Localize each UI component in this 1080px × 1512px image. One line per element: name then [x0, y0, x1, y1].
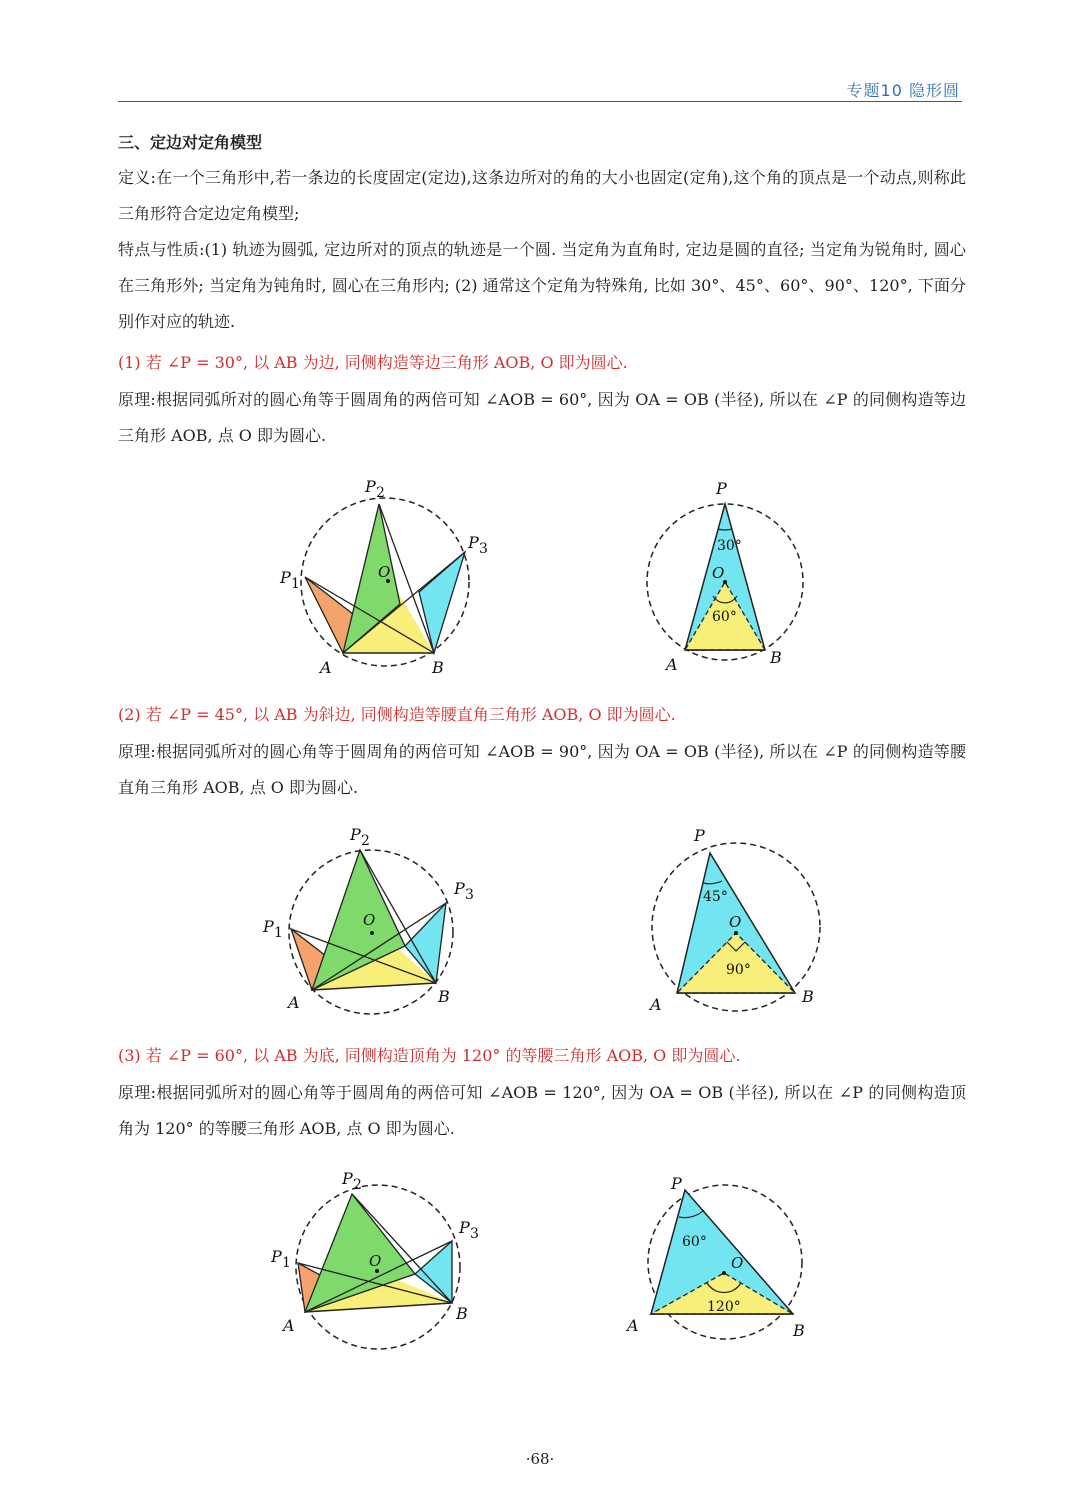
case-1-title: (1) 若 ∠P = 30°, 以 AB 为边, 同侧构造等边三角形 AOB, O 即为圆心.: [118, 353, 628, 372]
angle-o-label: 90°: [726, 962, 751, 978]
label-p3: P: [459, 1218, 470, 1237]
label-o: O: [731, 1254, 744, 1272]
label-p3-sub: 3: [479, 541, 488, 557]
figure-2-left: [255, 820, 485, 1020]
case-2-title: (2) 若 ∠P = 45°, 以 AB 为斜边, 同侧构造等腰直角三角形 AOB, O 即为圆心.: [118, 705, 676, 724]
label-p2: P: [365, 477, 376, 496]
label-p3-sub: 3: [465, 887, 474, 903]
label-o: O: [369, 1252, 382, 1270]
label-o: O: [363, 911, 376, 929]
angle-p-label: 60°: [682, 1234, 707, 1250]
case-3-title: (3) 若 ∠P = 60°, 以 AB 为底, 同侧构造顶角为 120° 的等腰三角形 AOB, O 即为圆心.: [118, 1046, 741, 1065]
label-b: B: [770, 648, 782, 667]
case-2-principle: 原理:根据同弧所对的圆心角等于圆周角的两倍可知 ∠AOB = 90°, 因为 OA = OB (半径), 所以在 ∠P 的同侧构造等腰直角三角形 AOB, 点 O 即为圆心.: [118, 742, 966, 797]
label-p: P: [671, 1174, 682, 1193]
figure-2-right: [630, 820, 830, 1020]
label-b: B: [456, 1304, 468, 1323]
label-o: O: [712, 564, 725, 582]
label-p1-sub: 1: [282, 1255, 291, 1271]
page-number: ·68·: [525, 1450, 555, 1468]
label-b: B: [793, 1321, 805, 1340]
angle-p-label: 30°: [717, 538, 742, 554]
label-p1-sub: 1: [274, 925, 283, 941]
label-p1-sub: 1: [291, 576, 300, 592]
label-p2: P: [350, 825, 361, 844]
angle-p-label: 45°: [703, 889, 728, 905]
angle-o-label: 120°: [707, 1299, 741, 1315]
section-heading: 三、定边对定角模型: [118, 133, 263, 152]
angle-o-label: 60°: [712, 609, 737, 625]
label-b: B: [802, 987, 814, 1006]
label-p2-sub: 2: [353, 1177, 362, 1193]
case-1-principle: 原理:根据同弧所对的圆心角等于圆周角的两倍可知 ∠AOB = 60°, 因为 OA = OB (半径), 所以在 ∠P 的同侧构造等边三角形 AOB, 点 O 即为圆心.: [118, 390, 966, 445]
properties-paragraph: 特点与性质:(1) 轨迹为圆弧, 定边所对的顶点的轨迹是一个圆. 当定角为直角时, 定边是圆的直径; 当定角为锐角时, 圆心在三角形外; 当定角为钝角时, 圆心在三角形内; (2) 通常这个定角为特殊角, 比如 30°、45°、60°、90°、120°, 下面分别作对应的轨迹.: [118, 240, 966, 331]
header-rule: [118, 101, 962, 102]
label-a: A: [627, 1316, 639, 1335]
case-3-principle: 原理:根据同弧所对的圆心角等于圆周角的两倍可知 ∠AOB = 120°, 因为 OA = OB (半径), 所以在 ∠P 的同侧构造顶角为 120° 的等腰三角形 AOB, 点 O 即为圆心.: [118, 1083, 966, 1138]
label-a: A: [666, 655, 678, 674]
definition-paragraph: 定义:在一个三角形中,若一条边的长度固定(定边),这条边所对的角的大小也固定(定角),这个角的顶点是一个动点,则称此三角形符合定边定角模型;: [118, 168, 966, 223]
figure-1-left: [270, 470, 500, 680]
label-p: P: [694, 826, 705, 845]
label-o: O: [378, 563, 391, 581]
label-p3: P: [454, 879, 465, 898]
label-a: A: [288, 993, 300, 1012]
label-p1: P: [280, 568, 291, 587]
label-p3-sub: 3: [470, 1226, 479, 1242]
figure-3-left: [265, 1160, 495, 1360]
figure-1-right: [630, 470, 830, 680]
label-p2-sub: 2: [361, 833, 370, 849]
label-p2-sub: 2: [376, 485, 385, 501]
label-b: B: [432, 658, 444, 677]
label-a: A: [283, 1316, 295, 1335]
label-p3: P: [468, 533, 479, 552]
label-p1: P: [271, 1247, 282, 1266]
label-o: O: [729, 913, 742, 931]
header-title: 专题10 隐形圆: [846, 81, 960, 100]
figure-3-right: [615, 1160, 825, 1350]
label-p1: P: [263, 917, 274, 936]
label-a: A: [320, 658, 332, 677]
label-p2: P: [342, 1169, 353, 1188]
label-p: P: [716, 479, 727, 498]
label-a: A: [650, 995, 662, 1014]
label-b: B: [438, 987, 450, 1006]
